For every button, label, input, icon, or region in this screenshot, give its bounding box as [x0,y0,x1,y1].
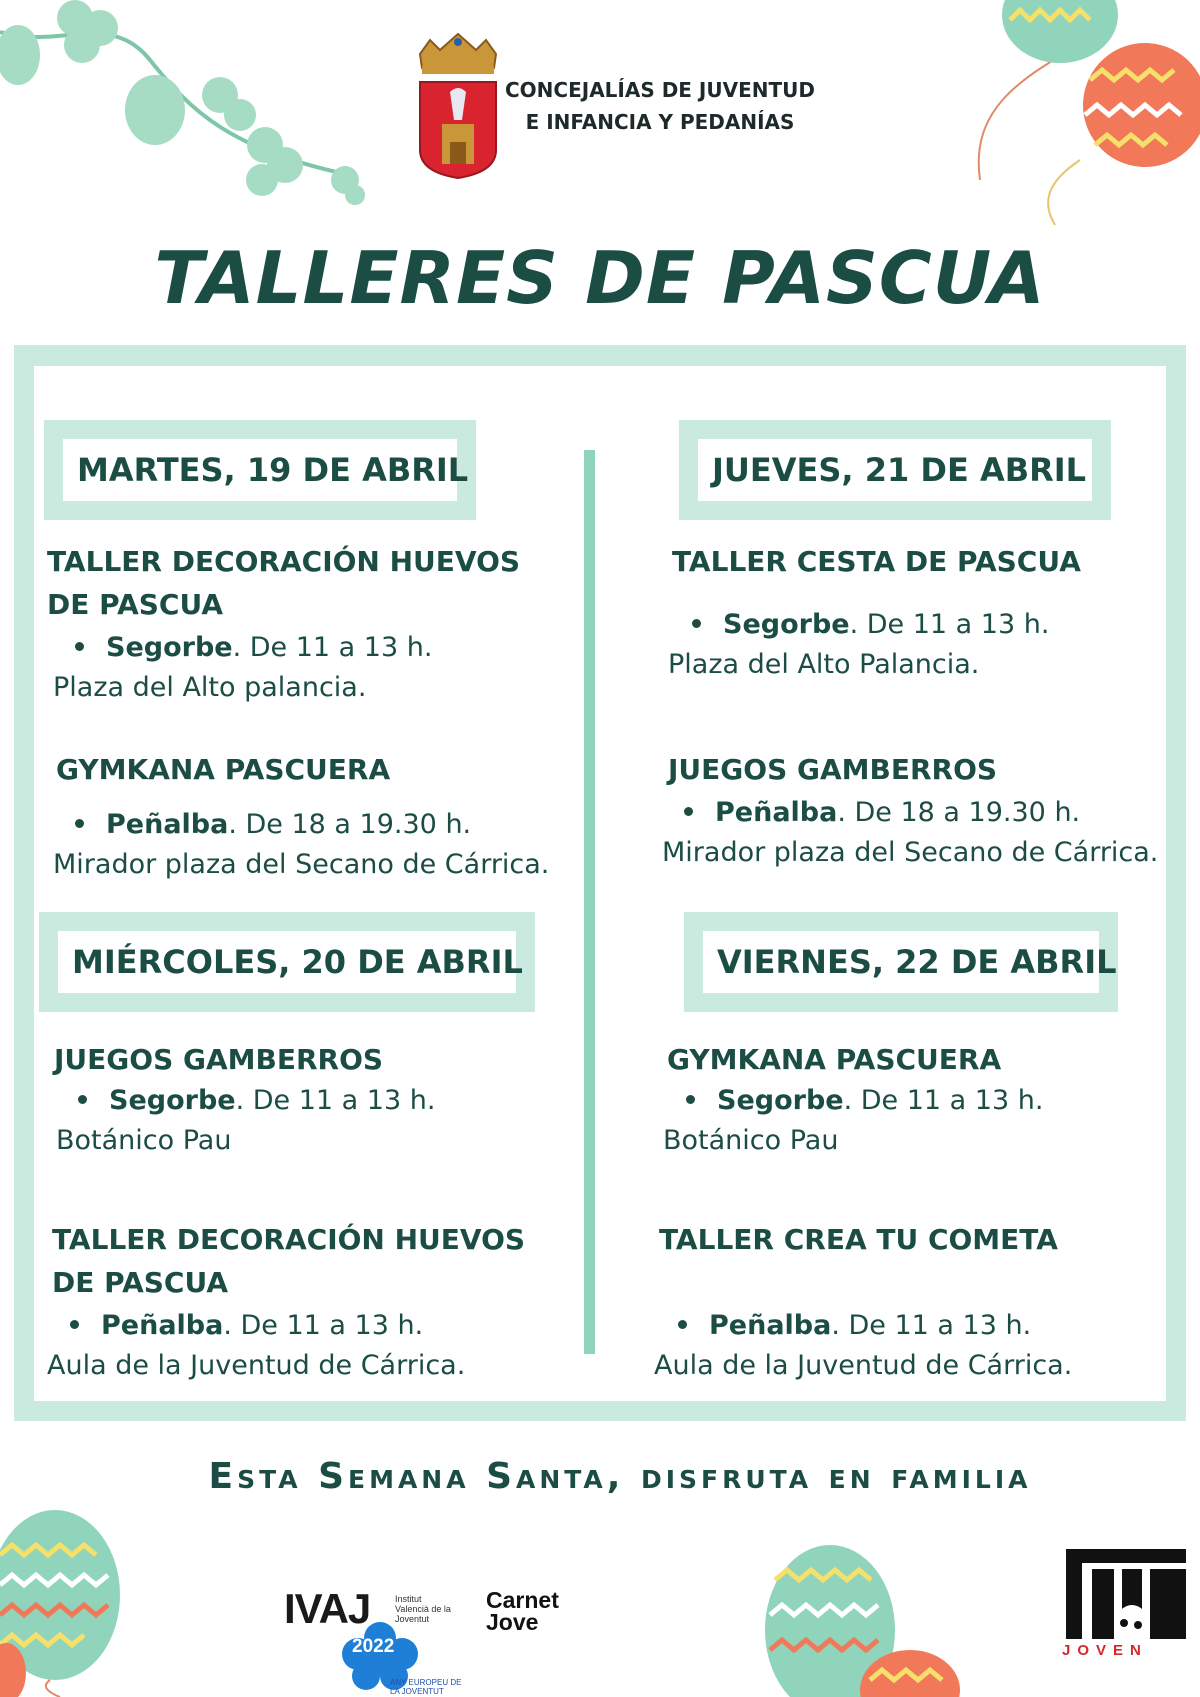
event-town: Segorbe [717,1085,844,1116]
bullet-icon [686,1095,695,1104]
coat-of-arms-icon [410,32,506,180]
segorbe-joven-logo [1064,1545,1190,1645]
event-place: Plaza del Alto Palancia. [668,649,980,680]
easter-egg-balloon-decoration [960,0,1200,230]
event-place: Aula de la Juventud de Cárrica. [47,1350,466,1381]
event-time: . De 11 a 13 h. [223,1310,424,1341]
easter-egg-decoration [0,1505,130,1697]
event-town: Peñalba [106,809,229,840]
ivaj-year-label: ANY EUROPEU DE LA JOVENTUT [390,1678,462,1696]
clover-vine-decoration [0,0,370,210]
event-time: . De 11 a 13 h. [235,1085,436,1116]
bullet-icon [692,619,701,628]
event-time-line [684,793,1188,833]
bullet-icon [678,1320,687,1329]
bullet-icon [75,819,84,828]
event-time-line [75,805,576,845]
event-time: . De 18 a 19.30 h. [837,797,1081,828]
day-header-viernes: VIERNES, 22 DE ABRIL [684,912,1118,1012]
event-time: . De 11 a 13 h. [232,632,433,663]
event-block [54,1038,574,1161]
event-town: Segorbe [106,632,233,663]
event-place: Botánico Pau [56,1125,232,1156]
event-town: Segorbe [723,609,850,640]
event-time: . De 11 a 13 h. [849,609,1050,640]
event-block [47,1218,572,1386]
event-place: Mirador plaza del Secano de Cárrica. [53,849,550,880]
event-time: . De 11 a 13 h. [831,1310,1032,1341]
event-place: Mirador plaza del Secano de Cárrica. [662,837,1159,868]
event-block [47,540,567,708]
event-title: TALLER DECORACIÓN HUEVOS DE PASCUA [47,545,521,621]
easter-egg-decoration [760,1540,970,1697]
day-header-martes: MARTES, 19 DE ABRIL [44,420,476,520]
event-town: Peñalba [709,1310,832,1341]
event-time-line [692,605,1192,645]
segorbe-joven-label: JOVEN [1062,1642,1148,1659]
event-title: TALLER DECORACIÓN HUEVOS DE PASCUA [52,1223,526,1299]
event-block [668,540,1192,685]
event-town: Peñalba [101,1310,224,1341]
event-time-line [75,628,567,668]
event-place: Botánico Pau [663,1125,839,1156]
event-title: GYMKANA PASCUERA [667,1043,1002,1076]
carnet-jove-logo: Carnet Jove [486,1587,559,1635]
event-time: . De 18 a 19.30 h. [228,809,472,840]
slogan: Esta Semana Santa, disfruta en familia [208,1456,1032,1497]
event-time-line [78,1081,574,1121]
event-time-line [70,1306,572,1346]
event-place: Plaza del Alto palancia. [53,672,367,703]
department-heading: CONCEJALÍAS DE JUVENTUD E INFANCIA Y PEDANÍAS [505,78,815,134]
event-town: Segorbe [109,1085,236,1116]
event-title: TALLER CESTA DE PASCUA [672,545,1081,578]
ivaj-logo: IVAJ [284,1585,371,1632]
event-title: JUEGOS GAMBERROS [668,753,998,786]
event-title: JUEGOS GAMBERROS [54,1043,384,1076]
event-town: Peñalba [715,797,838,828]
event-place: Aula de la Juventud de Cárrica. [654,1350,1073,1381]
event-block [663,1038,1187,1161]
event-block [654,1218,1179,1386]
bullet-icon [684,807,693,816]
bullet-icon [78,1095,87,1104]
bullet-icon [75,642,84,651]
event-block [662,748,1188,873]
event-time-line [678,1306,1179,1346]
event-time: . De 11 a 13 h. [843,1085,1044,1116]
ivaj-year: 2022 [352,1636,395,1657]
event-time-line [686,1081,1187,1121]
column-divider [584,450,595,1354]
bullet-icon [70,1320,79,1329]
day-header-jueves: JUEVES, 21 DE ABRIL [679,420,1111,520]
ivaj-subtitle: Institut Valencià de la Joventut [395,1594,451,1624]
page-title: TALLERES DE PASCUA [154,236,1046,320]
event-block [53,748,576,885]
day-header-miercoles: MIÉRCOLES, 20 DE ABRIL [39,912,535,1012]
event-title: TALLER CREA TU COMETA [659,1223,1058,1256]
event-title: GYMKANA PASCUERA [56,753,391,786]
